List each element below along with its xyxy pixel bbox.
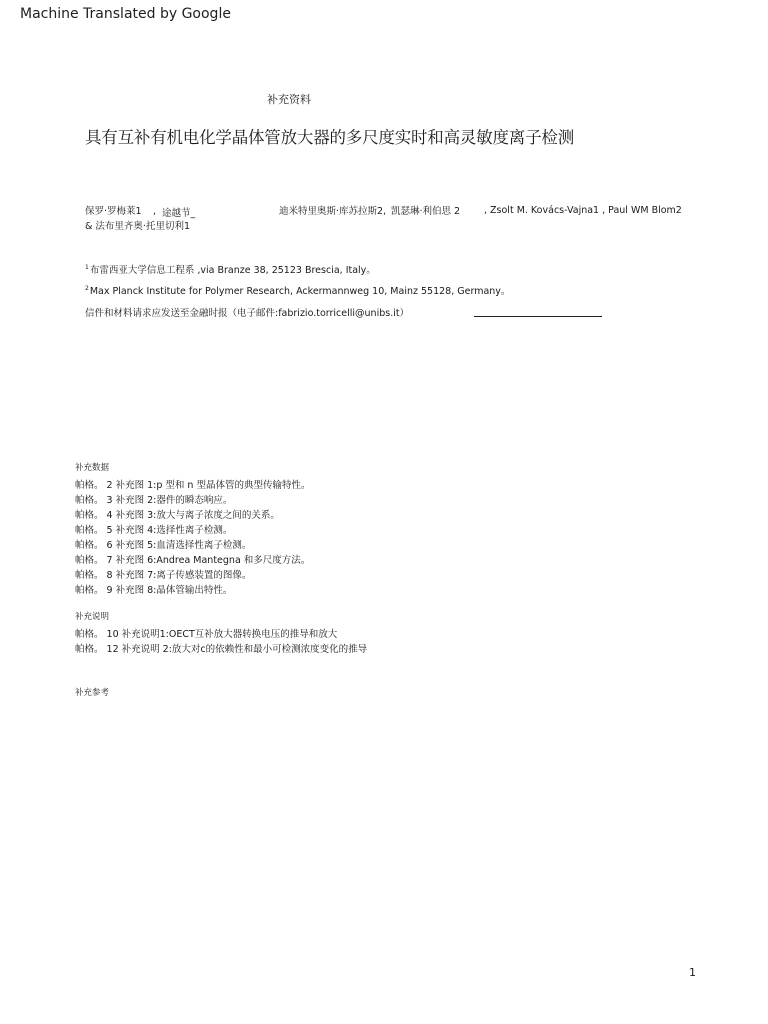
author-separator: , [153,206,157,217]
page-number: 1 [689,966,696,979]
affiliation-1-marker: 1 [85,264,89,271]
underline-rule [474,316,602,317]
author-1: 保罗·罗梅莱1 [85,206,142,217]
affiliation-2-marker: 2 [85,285,89,292]
toc-item: 帕格。 8 补充图 7:离子传感装置的图像。 [75,570,252,581]
affiliation-1-text: 布雷西亚大学信息工程系 ,via Branze 38, 25123 Brescia, Italy。 [89,265,376,276]
toc-item: 帕格。 9 补充图 8:晶体管输出特性。 [75,585,233,596]
correspondence-line: 信件和材料请求应发送至金融时报（电子邮件:fabrizio.torricelli@unibs.it） [85,308,410,319]
toc-item: 帕格。 5 补充图 4:选择性离子检测。 [75,525,233,536]
affiliation-1 [85,262,376,276]
supp-data-heading: 补充数据 [75,463,110,473]
toc-item: 帕格。 6 补充图 5:血清选择性离子检测。 [75,540,252,551]
author-6: & 法布里齐奥·托里切利1 [85,221,190,232]
toc-item: 帕格。 4 补充图 3:放大与离子浓度之间的关系。 [75,510,280,521]
paper-title: 具有互补有机电化学晶体管放大器的多尺度实时和高灵敏度离子检测 [85,128,575,147]
toc-item: 帕格。 2 补充图 1:p 型和 n 型晶体管的典型传输特性。 [75,480,311,491]
author-2: 途越节_ [162,208,196,219]
toc-item: 帕格。 10 补充说明1:OECT互补放大器转换电压的推导和放大 [75,629,338,640]
supplementary-label: 补充资料 [267,93,311,106]
supp-refs-heading: 补充参考 [75,688,110,698]
toc-item: 帕格。 3 补充图 2:器件的瞬态响应。 [75,495,233,506]
affiliation-2-text: Max Planck Institute for Polymer Research, Ackermannweg 10, Mainz 55128, Germany。 [89,286,511,297]
translation-banner: Machine Translated by Google [20,6,231,22]
author-3: 迪米特里奥斯·库苏拉斯2 [279,206,384,217]
author-5: , Zsolt M. Kovács-Vajna1 , Paul WM Blom2 [484,205,682,216]
supp-notes-heading: 补充说明 [75,612,110,622]
author-separator: , [383,206,387,217]
affiliation-2 [85,283,510,297]
author-4: 凯瑟琳·利伯思 2 [391,206,461,217]
toc-item: 帕格。 7 补充图 6:Andrea Mantegna 和多尺度方法。 [75,555,311,566]
toc-item: 帕格。 12 补充说明 2:放大对c的依赖性和最小可检测浓度变化的推导 [75,644,368,655]
